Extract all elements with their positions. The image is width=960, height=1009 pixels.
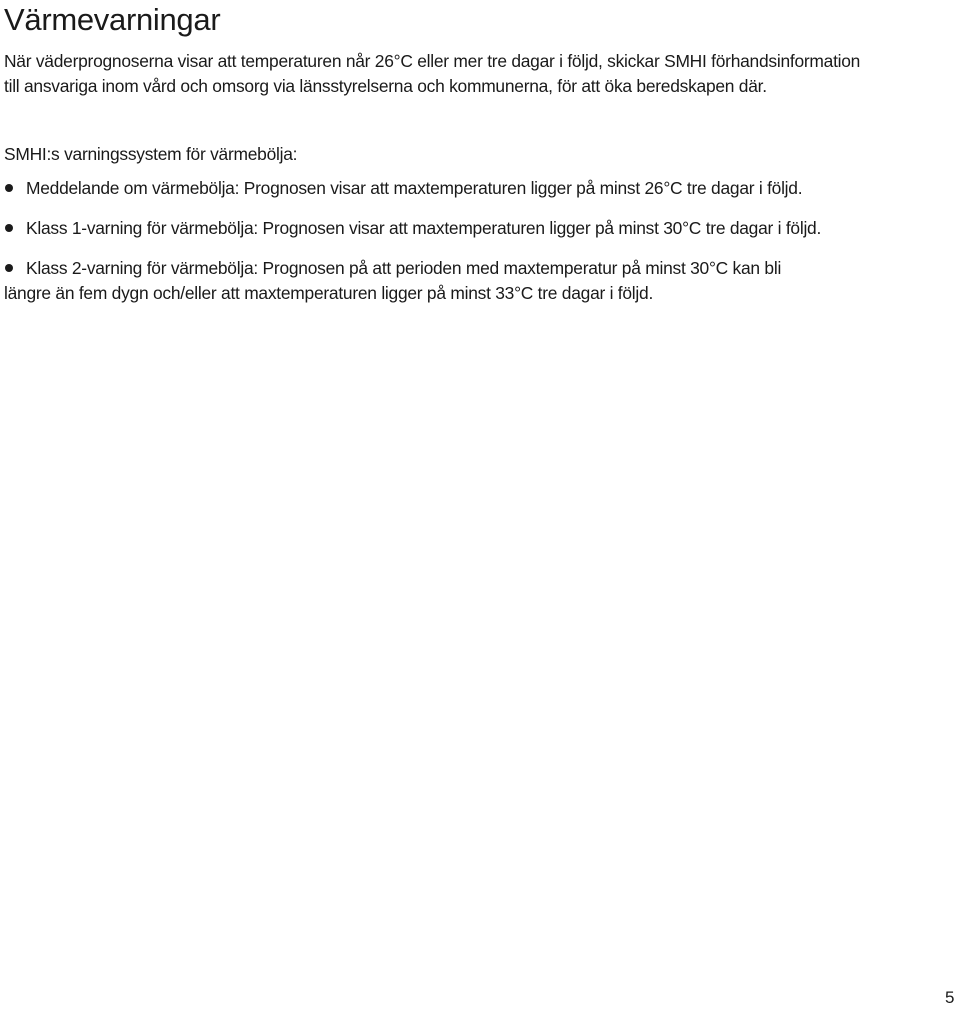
list-item-term: Meddelande om värmebölja: (26, 178, 240, 198)
list-item (0, 176, 955, 201)
list-item-text: Prognosen visar att maxtemperaturen ligger på minst 30°C tre dagar i följd. (257, 218, 822, 238)
intro-line-2: till ansvariga inom vård och omsorg via länsstyrelserna och kommunerna, för att öka beredskapen där. (4, 76, 767, 96)
warning-levels-list (0, 176, 955, 321)
intro-line-1: När väderprognoserna visar att temperaturen når 26°C eller mer tre dagar i följd, skickar SMHI förhandsinformation (4, 51, 861, 71)
list-item-continuation: längre än fem dygn och/eller att maxtemperaturen ligger på minst 33°C tre dagar i följd. (4, 283, 654, 303)
list-item (0, 216, 955, 241)
list-item-term: Klass 1-varning för värmebölja: (26, 218, 258, 238)
bullet-dot-icon (5, 264, 13, 272)
list-item (0, 256, 955, 306)
list-item-term: Klass 2-varning för värmebölja: (26, 258, 258, 278)
bullet-dot-icon (5, 184, 13, 192)
bullet-dot-icon (5, 224, 13, 232)
list-item-line (26, 216, 955, 241)
list-item-line (26, 176, 955, 201)
intro-paragraph (4, 49, 954, 99)
list-item-text: Prognosen på att perioden med maxtemperatur på minst 30°C kan bli (257, 258, 782, 278)
page-number: 5 (945, 988, 955, 1007)
section-subheading: SMHI:s varningssystem för värmebölja: (4, 144, 298, 164)
list-item-text: Prognosen visar att maxtemperaturen ligger på minst 26°C tre dagar i följd. (239, 178, 803, 198)
list-item-line (26, 256, 955, 281)
page-title: Värmevarningar (4, 2, 221, 37)
